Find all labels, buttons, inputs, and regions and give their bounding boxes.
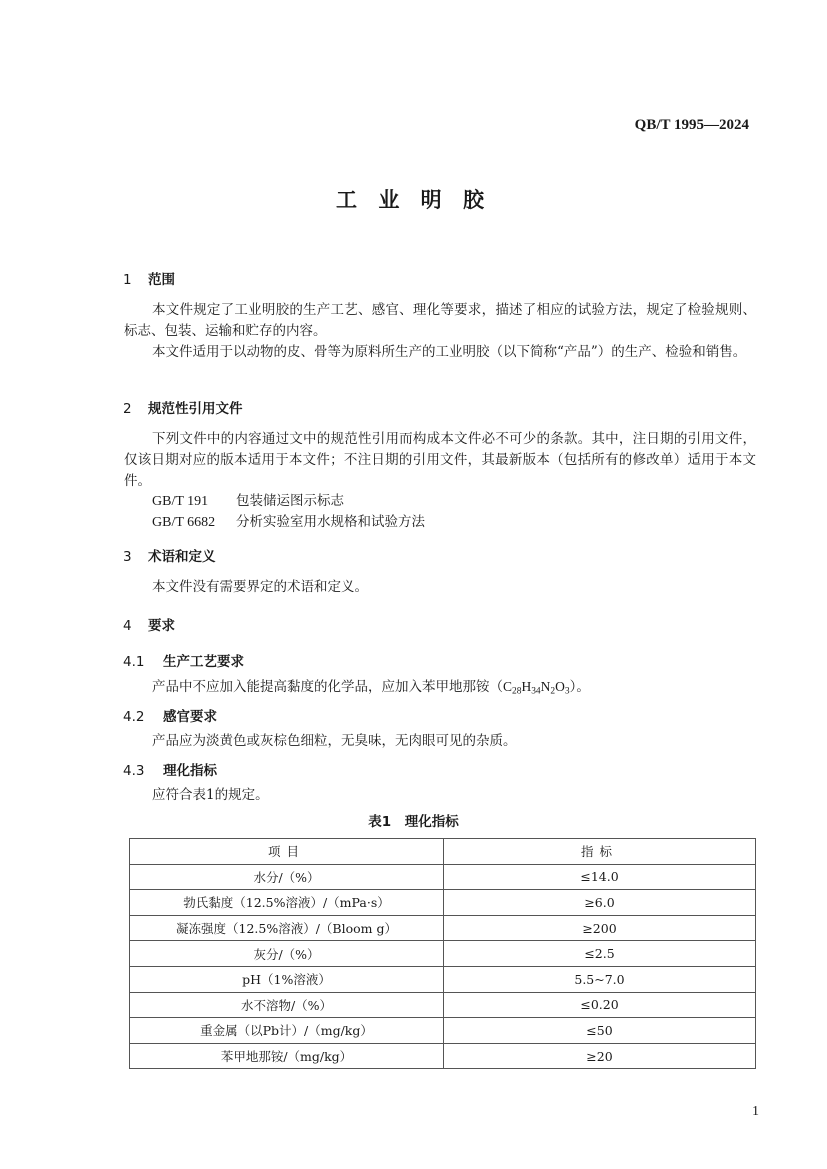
section-title: 范围 (148, 272, 175, 288)
references-paragraph: 下列文件中的内容通过文中的规范性引用而构成本文件必不可少的条款。其中，注日期的引用文件，仅该日期对应的版本适用于本文件；不注日期的引用文件，其最新版本（包括所有的修改单）适用于本文件。 (124, 431, 756, 489)
reference-name: 包装储运图示标志 (236, 493, 344, 509)
process-text-end: ）。 (569, 679, 590, 695)
table-row (130, 1018, 756, 1044)
reference-code: GB/T 191 (152, 494, 209, 509)
table-cell-item: 凝冻强度（12.5%溶液）/（Bloom g） (130, 915, 444, 941)
table-cell-value: ≤14.0 (444, 864, 756, 890)
table-row (130, 890, 756, 916)
reference-item (152, 489, 344, 510)
table-cell-item: 水不溶物/（%） (130, 992, 444, 1018)
section-title: 要求 (148, 618, 175, 634)
section-heading-terms (123, 545, 216, 565)
section-title: 规范性引用文件 (148, 401, 243, 417)
section-number: 3 (123, 549, 132, 565)
section-number: 1 (123, 272, 132, 288)
subsection-heading-physicochemical (123, 759, 217, 779)
subsection-title: 感官要求 (163, 709, 217, 725)
scope-paragraph-2: 本文件适用于以动物的皮、骨等为原料所生产的工业明胶（以下简称“产品”）的生产、检验和销售。 (152, 344, 747, 360)
table-cell-value: ≥200 (444, 915, 756, 941)
reference-code: GB/T 6682 (152, 515, 216, 530)
document-title: 工 业 明 胶 (336, 188, 491, 212)
subsection-number: 4.1 (123, 654, 145, 670)
process-paragraph (124, 676, 756, 698)
chemical-formula: $C_{28}H_{34}N_2O_3$ (503, 679, 570, 697)
table-cell-value: ≥6.0 (444, 890, 756, 916)
column-header: 项目 (130, 839, 444, 865)
section-heading-normative-references (123, 397, 243, 417)
physicochemical-paragraph: 应符合表1的规定。 (152, 787, 269, 803)
spec-table (129, 838, 756, 1069)
table-row (130, 864, 756, 890)
subsection-title: 生产工艺要求 (163, 654, 244, 670)
table-row (130, 915, 756, 941)
standard-code: QB/T 1995—2024 (634, 117, 749, 133)
table-header-row (130, 839, 756, 865)
table-row (130, 966, 756, 992)
table-cell-item: 重金属（以Pb计）/（mg/kg） (130, 1018, 444, 1044)
table-cell-value: ≤0.20 (444, 992, 756, 1018)
table-cell-value: 5.5~7.0 (444, 966, 756, 992)
table-cell-item: 灰分/（%） (130, 941, 444, 967)
subsection-title: 理化指标 (163, 763, 217, 779)
table-cell-value: ≤50 (444, 1018, 756, 1044)
subsection-heading-process (123, 650, 244, 670)
table-cell-value: ≥20 (444, 1043, 756, 1069)
subsection-number: 4.2 (123, 709, 145, 725)
reference-item (152, 510, 425, 531)
scope-paragraph-1: 本文件规定了工业明胶的生产工艺、感官、理化等要求，描述了相应的试验方法，规定了检验规则、标志、包装、运输和贮存的内容。 (124, 302, 756, 339)
table-row (130, 941, 756, 967)
reference-name: 分析实验室用水规格和试验方法 (236, 514, 425, 530)
table-cell-item: pH（1%溶液） (130, 966, 444, 992)
table-cell-item: 苯甲地那铵/（mg/kg） (130, 1043, 444, 1069)
sensory-paragraph: 产品应为淡黄色或灰棕色细粒，无臭味，无肉眼可见的杂质。 (152, 733, 517, 749)
subsection-heading-sensory (123, 705, 217, 725)
table-row (130, 1043, 756, 1069)
table-caption: 表1 理化指标 (368, 814, 459, 830)
table-cell-value: ≤2.5 (444, 941, 756, 967)
column-header: 指标 (444, 839, 756, 865)
section-heading-requirements (123, 614, 175, 634)
section-number: 2 (123, 401, 132, 417)
page-number: 1 (752, 1104, 759, 1119)
section-heading-scope (123, 268, 175, 288)
table-cell-item: 勃氏黏度（12.5%溶液）/（mPa·s） (130, 890, 444, 916)
terms-paragraph: 本文件没有需要界定的术语和定义。 (152, 579, 368, 595)
table-cell-item: 水分/（%） (130, 864, 444, 890)
table-row (130, 992, 756, 1018)
subsection-number: 4.3 (123, 763, 145, 779)
process-text: 产品中不应加入能提高黏度的化学品，应加入苯甲地那铵（ (152, 679, 503, 695)
section-title: 术语和定义 (148, 549, 216, 565)
section-number: 4 (123, 618, 132, 634)
